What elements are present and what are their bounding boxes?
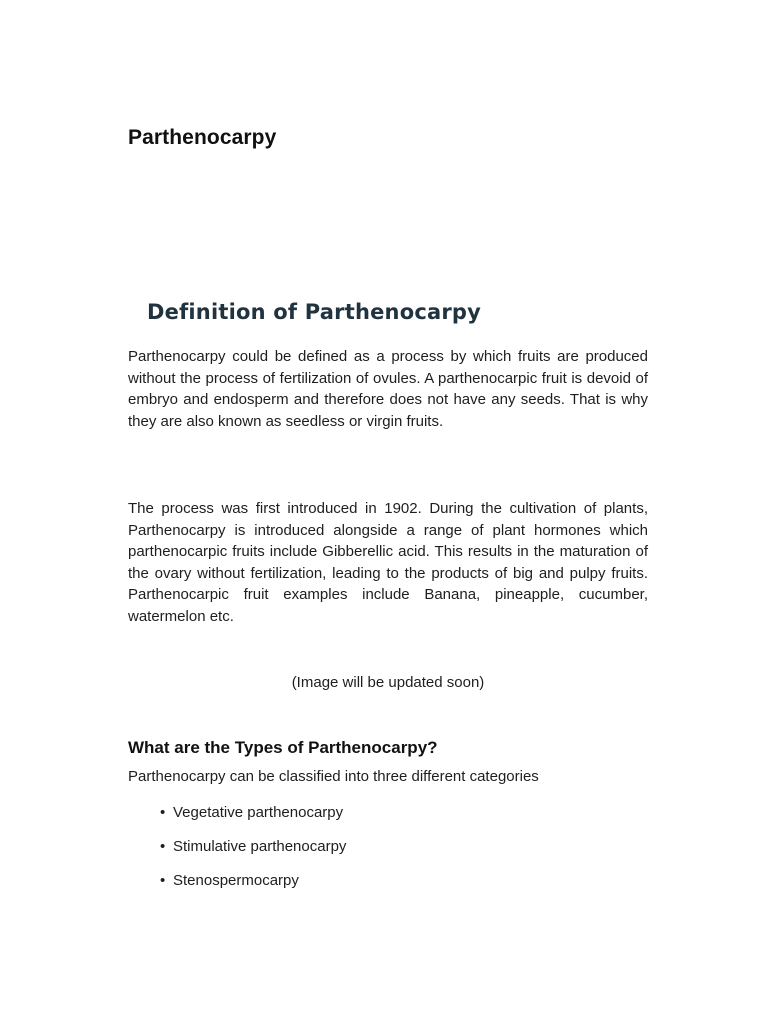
list-item-label: Stenospermocarpy bbox=[173, 872, 299, 889]
types-heading: What are the Types of Parthenocarpy? bbox=[128, 738, 438, 757]
list-item-label: Stimulative parthenocarpy bbox=[173, 838, 347, 855]
definition-paragraph: Parthenocarpy could be defined as a process by which fruits are produced without the process of fertilization of ovules. A parthenocarpic fruit is devoid of embryo and endosperm and therefore does not have any seeds. That is why they are also known as seedless or virgin fruits. bbox=[128, 348, 648, 430]
document-title: Parthenocarpy bbox=[128, 126, 277, 149]
types-list bbox=[160, 802, 346, 904]
list-item-label: Vegetative parthenocarpy bbox=[173, 804, 344, 821]
definition-heading: Definition of Parthenocarpy bbox=[147, 300, 482, 324]
list-item bbox=[160, 870, 346, 904]
list-item bbox=[160, 836, 346, 870]
history-paragraph: The process was first introduced in 1902. During the cultivation of plants, Parthenocarpy is introduced alongside a range of plant hormones which parthenocarpic fruits include Gibberellic acid. This results in the maturation of the ovary without fertilization, leading to the products of big and pulpy fruits. Parthenocarpic fruit examples include Banana, pineapple, cucumber, watermelon etc. bbox=[128, 500, 648, 625]
bullet-icon: • bbox=[160, 838, 166, 855]
list-item bbox=[160, 802, 346, 836]
types-intro: Parthenocarpy can be classified into three different categories bbox=[128, 768, 539, 785]
bullet-icon: • bbox=[160, 804, 166, 821]
bullet-icon: • bbox=[160, 872, 166, 889]
image-placeholder-note: (Image will be updated soon) bbox=[291, 674, 485, 691]
